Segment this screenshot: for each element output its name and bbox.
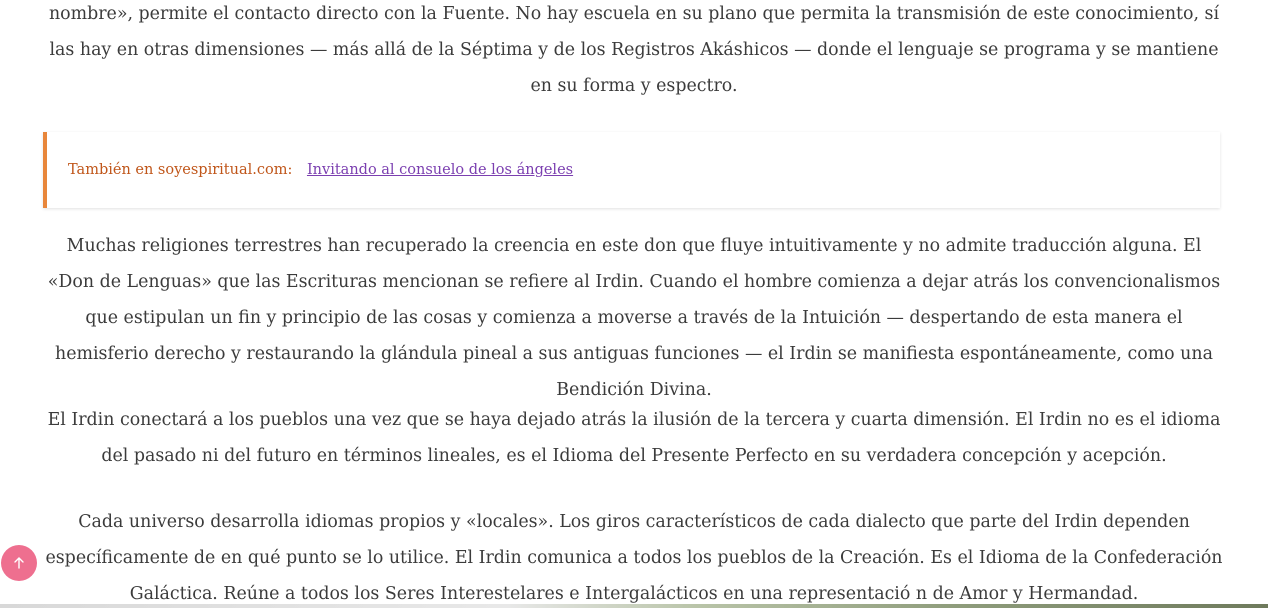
article-paragraph: Cada universo desarrolla idiomas propios y «locales». Los giros característicos de cada dialecto que parte del Irdin dependen específicamente de en qué punto se lo utilice. El Irdin comunica a todos los pueblos de la Creación. Es el Idioma de la Confederación Galáctica. Reúne a todos los Seres Interestelares e Intergalácticos en una representació n de Amor y Hermandad. (45, 512, 1223, 604)
bottom-image-edge (0, 604, 1268, 608)
article-paragraph: Muchas religiones terrestres han recuperado la creencia en este don que fluye intuitivamente y no admite traducción alguna. El «Don de Lenguas» que las Escrituras mencionan se refiere al Irdin. Cuando el hombre comienza a dejar atrás los convencionalismos que estipulan un fin y principio de las cosas y comienza a moverse a través de la Intuición — despertando de esta manera el hemisferio derecho y restaurando la glándula pineal a sus antiguas funciones — el Irdin se manifiesta espontáneamente, como una Bendición Divina. (47, 236, 1221, 400)
related-article-label: También en soyespiritual.com: (68, 162, 293, 178)
related-article-row (68, 160, 573, 180)
article-paragraph: El Irdin conectará a los pueblos una vez que se haya dejado atrás la ilusión de la tercera y cuarta dimensión. El Irdin no es el idioma del pasado ni del futuro en términos lineales, es el Idioma del Presente Perfecto en su verdadera concepción y acepción. (47, 410, 1221, 466)
article-paragraph: nombre», permite el contacto directo con la Fuente. No hay escuela en su plano que permita la transmisión de este conocimiento, sí las hay en otras dimensiones — más allá de la Séptima y de los Registros Akáshicos — donde el lenguaje se programa y se mantiene en su forma y espectro. (48, 4, 1220, 96)
related-article-link[interactable]: Invitando al consuelo de los ángeles (306, 162, 574, 178)
arrow-up-icon (12, 556, 26, 570)
related-article-box (43, 132, 1220, 208)
scroll-to-top-button[interactable] (1, 545, 37, 581)
